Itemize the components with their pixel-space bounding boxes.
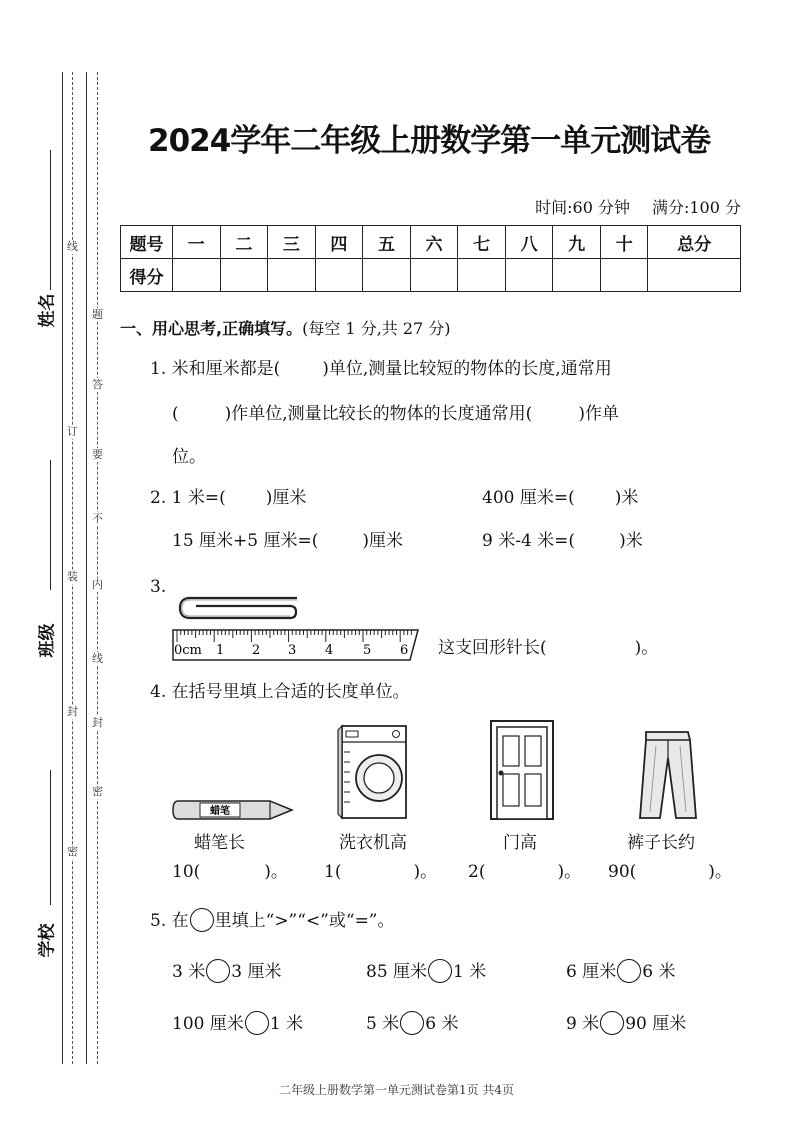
score-col: 七 bbox=[458, 226, 506, 259]
q4-text: 1( bbox=[324, 862, 342, 882]
score-col: 三 bbox=[268, 226, 316, 259]
q4-text: 10( bbox=[172, 862, 201, 882]
score-cell[interactable] bbox=[648, 259, 741, 292]
q3-text: 这支回形针长( bbox=[438, 638, 547, 658]
section-title: 一、用心思考,正确填写。 bbox=[120, 319, 303, 338]
q1-line1 bbox=[150, 358, 612, 380]
crayon-icon bbox=[172, 798, 296, 822]
door-label: 门高 bbox=[503, 833, 537, 853]
q1-line3: 位。 bbox=[172, 447, 206, 467]
q4-text: 2( bbox=[468, 862, 486, 882]
q2-text: 2. 1 米=( bbox=[150, 488, 226, 508]
binding-line bbox=[62, 72, 63, 1064]
binding-char: 要 bbox=[92, 448, 103, 461]
score-col: 二 bbox=[220, 226, 268, 259]
score-cell[interactable] bbox=[220, 259, 268, 292]
paperclip-ruler-illustration bbox=[170, 590, 422, 662]
q5-right: 1 米 bbox=[269, 1014, 304, 1034]
ruler-label-1: 1 bbox=[216, 643, 225, 658]
binding-char: 密 bbox=[92, 785, 103, 798]
q5-item bbox=[566, 1011, 686, 1035]
q3-text: )。 bbox=[634, 638, 659, 658]
q5-item bbox=[366, 1011, 458, 1035]
score-col: 九 bbox=[553, 226, 601, 259]
q1-text: )作单位,测量比较长的物体的长度通常用( bbox=[224, 404, 533, 424]
q1-text: ( bbox=[172, 404, 179, 424]
q2-text: )米 bbox=[619, 531, 643, 551]
q5-left: 6 厘米 bbox=[566, 962, 617, 982]
q5-item bbox=[566, 959, 675, 983]
score-cell[interactable] bbox=[315, 259, 363, 292]
exam-meta bbox=[535, 195, 741, 218]
class-write-line[interactable] bbox=[50, 460, 51, 590]
page-footer: 二年级上册数学第一单元测试卷第1页 共4页 bbox=[278, 1083, 515, 1097]
binding-char: 密 bbox=[67, 845, 78, 858]
binding-char: 线 bbox=[92, 652, 103, 665]
compare-circle[interactable] bbox=[206, 959, 230, 983]
binding-char: 题 bbox=[92, 308, 103, 321]
q5-text: 里填上“>”“<”或“=”。 bbox=[214, 911, 395, 931]
q3-number: 3. bbox=[150, 577, 167, 597]
washer-label: 洗衣机高 bbox=[339, 833, 407, 853]
score-col: 八 bbox=[505, 226, 553, 259]
q5-right: 1 米 bbox=[453, 962, 487, 982]
section-heading bbox=[120, 316, 451, 339]
pants-icon bbox=[638, 728, 698, 822]
door-icon bbox=[488, 718, 558, 822]
q4-text: )。 bbox=[264, 862, 288, 882]
q2-item-b bbox=[482, 487, 638, 509]
q4-answer-2 bbox=[324, 861, 437, 883]
score-table-row bbox=[121, 259, 741, 292]
binding-char: 内 bbox=[92, 578, 103, 591]
q2-text: 15 厘米+5 厘米=( bbox=[172, 531, 319, 551]
q1-text: 1. 米和厘米都是( bbox=[150, 359, 281, 379]
q5-item bbox=[172, 959, 281, 983]
q2-item-c bbox=[172, 530, 403, 552]
compare-circle[interactable] bbox=[428, 959, 452, 983]
q5-text: 5. 在 bbox=[150, 911, 189, 931]
paperclip-icon bbox=[180, 598, 297, 618]
q4-answer-3 bbox=[468, 861, 581, 883]
ruler-label-0: 0cm bbox=[174, 643, 202, 658]
crayon-label: 蜡笔长 bbox=[194, 833, 245, 853]
class-label: 班级 bbox=[37, 623, 58, 658]
binding-char: 封 bbox=[67, 705, 78, 718]
q2-text: 400 厘米=( bbox=[482, 488, 575, 508]
section-note: (每空 1 分,共 27 分) bbox=[302, 319, 451, 338]
score-col: 总分 bbox=[648, 226, 741, 259]
q4-answer-1 bbox=[172, 861, 288, 883]
circle-icon bbox=[190, 908, 214, 932]
q4-text: 90( bbox=[608, 862, 637, 882]
pants-label: 裤子长约 bbox=[627, 833, 695, 853]
q5-left: 85 厘米 bbox=[366, 962, 428, 982]
name-label: 姓名 bbox=[37, 293, 58, 328]
score-cell[interactable] bbox=[458, 259, 506, 292]
q3-question bbox=[438, 637, 658, 659]
q2-text: )厘米 bbox=[265, 488, 307, 508]
name-write-line[interactable] bbox=[50, 150, 51, 290]
q1-text: )作单 bbox=[578, 404, 619, 424]
ruler-label-4: 4 bbox=[325, 643, 334, 658]
binding-char: 不 bbox=[92, 512, 103, 525]
q5-left: 3 米 bbox=[172, 962, 206, 982]
compare-circle[interactable] bbox=[400, 1011, 424, 1035]
ruler-label-5: 5 bbox=[363, 643, 372, 658]
q5-right: 6 米 bbox=[425, 1014, 459, 1034]
q5-question bbox=[150, 908, 395, 932]
score-cell[interactable] bbox=[363, 259, 411, 292]
q5-item bbox=[366, 959, 486, 983]
binding-char: 装 bbox=[67, 570, 78, 583]
ruler-label-3: 3 bbox=[288, 643, 297, 658]
ruler-label-2: 2 bbox=[252, 643, 261, 658]
score-cell[interactable] bbox=[268, 259, 316, 292]
q2-item-a bbox=[150, 487, 306, 509]
q4-text: )。 bbox=[557, 862, 582, 882]
q4-text: )。 bbox=[708, 862, 732, 882]
score-cell[interactable] bbox=[600, 259, 648, 292]
school-label: 学校 bbox=[37, 923, 58, 958]
q2-text: )厘米 bbox=[362, 531, 404, 551]
score-col: 五 bbox=[363, 226, 411, 259]
binding-dashed-line bbox=[72, 72, 73, 1064]
q1-line2 bbox=[172, 403, 619, 425]
score-col: 十 bbox=[600, 226, 648, 259]
score-col: 四 bbox=[315, 226, 363, 259]
q2-text: 9 米-4 米=( bbox=[482, 531, 576, 551]
q5-item bbox=[172, 1011, 303, 1035]
compare-circle[interactable] bbox=[245, 1011, 269, 1035]
binding-char: 答 bbox=[92, 378, 103, 391]
score-cell[interactable] bbox=[553, 259, 601, 292]
ruler-label-6: 6 bbox=[400, 643, 409, 658]
q4-question: 4. 在括号里填上合适的长度单位。 bbox=[150, 682, 410, 702]
score-cell[interactable] bbox=[410, 259, 458, 292]
q5-right: 90 厘米 bbox=[625, 1014, 687, 1034]
binding-dashed-line bbox=[97, 72, 98, 1064]
binding-char: 线 bbox=[67, 240, 78, 253]
score-row-label: 得分 bbox=[121, 259, 173, 292]
compare-circle[interactable] bbox=[600, 1011, 624, 1035]
binding-char: 封 bbox=[92, 716, 103, 729]
compare-circle[interactable] bbox=[617, 959, 641, 983]
binding-line bbox=[86, 72, 87, 1064]
q5-right: 6 米 bbox=[642, 962, 676, 982]
q2-text: )米 bbox=[614, 488, 639, 508]
score-col: 一 bbox=[173, 226, 221, 259]
score-cell[interactable] bbox=[173, 259, 221, 292]
washing-machine-icon bbox=[336, 722, 410, 822]
crayon-text: 蜡笔 bbox=[210, 806, 230, 817]
binding-char: 订 bbox=[67, 425, 78, 438]
q5-left: 9 米 bbox=[566, 1014, 600, 1034]
q5-left: 5 米 bbox=[366, 1014, 400, 1034]
school-write-line[interactable] bbox=[50, 770, 51, 905]
score-cell[interactable] bbox=[505, 259, 553, 292]
binding-margin bbox=[0, 0, 120, 1122]
q5-right: 3 厘米 bbox=[231, 962, 282, 982]
q1-text: )单位,测量比较短的物体的长度,通常用 bbox=[322, 359, 612, 379]
score-header-label: 题号 bbox=[121, 226, 173, 259]
time-info: 时间:60 分钟 bbox=[535, 198, 630, 217]
q4-text: )。 bbox=[413, 862, 438, 882]
score-col: 六 bbox=[410, 226, 458, 259]
q5-left: 100 厘米 bbox=[172, 1014, 244, 1034]
ruler bbox=[173, 630, 418, 660]
page-title: 2024学年二年级上册数学第一单元测试卷 bbox=[148, 123, 711, 159]
full-score-info: 满分:100 分 bbox=[651, 198, 741, 217]
score-table bbox=[120, 225, 741, 292]
q2-item-d bbox=[482, 530, 643, 552]
score-table-header-row bbox=[121, 226, 741, 259]
q4-answer-4 bbox=[608, 861, 732, 883]
